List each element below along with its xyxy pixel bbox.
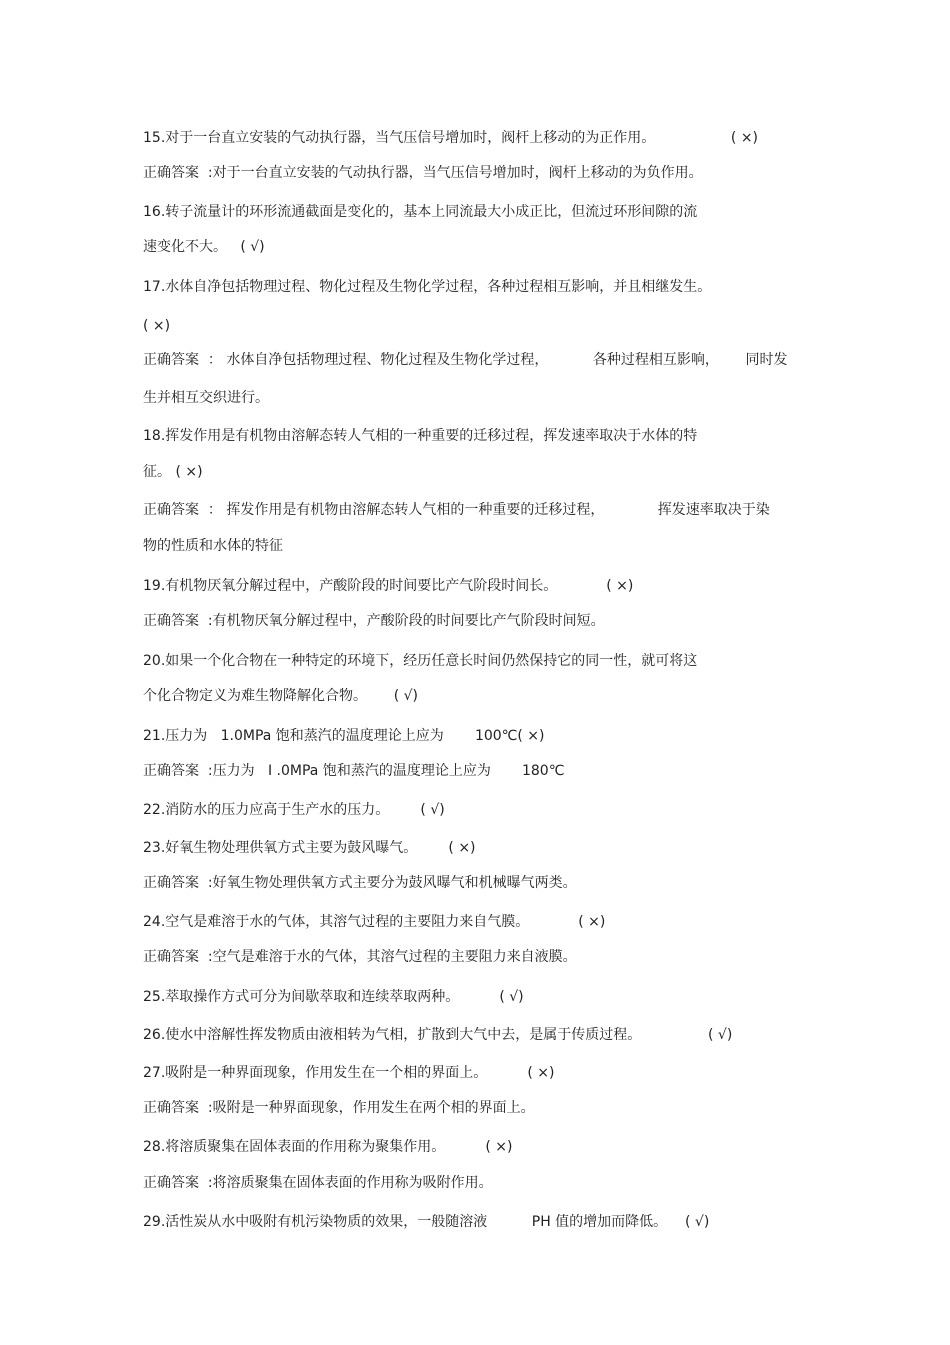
- text-line: 26.使水中溶解性挥发物质由液相转为气相，扩散到大气中去，是属于传质过程。 ( √): [143, 1027, 733, 1043]
- text-line: 24.空气是难溶于水的气体，其溶气过程的主要阻力来自气膜。 ( ×): [143, 914, 606, 930]
- text-line: 18.挥发作用是有机物由溶解态转人气相的一种重要的迁移过程，挥发速率取决于水体的特: [143, 428, 698, 444]
- text-line: 正确答案 :压力为 I .0MPa 饱和蒸汽的温度理论上应为 180℃: [143, 763, 565, 779]
- text-line: 正确答案 :好氧生物处理供氧方式主要分为鼓风曝气和机械曝气两类。: [143, 875, 577, 891]
- text-line: 19.有机物厌氧分解过程中，产酸阶段的时间要比产气阶段时间长。 ( ×): [143, 578, 634, 594]
- text-line: ( ×): [143, 318, 171, 334]
- text-line: 正确答案 :吸附是一种界面现象，作用发生在两个相的界面上。: [143, 1100, 535, 1116]
- text-line: 正确答案 :将溶质聚集在固体表面的作用称为吸附作用。: [143, 1175, 493, 1191]
- text-line: 征。 ( ×): [143, 464, 203, 480]
- text-line: 正确答案 :有机物厌氧分解过程中，产酸阶段的时间要比产气阶段时间短。: [143, 613, 605, 629]
- text-line: 25.萃取操作方式可分为间歇萃取和连续萃取两种。 ( √): [143, 989, 524, 1005]
- text-line: 27.吸附是一种界面现象，作用发生在一个相的界面上。 ( ×): [143, 1065, 555, 1081]
- text-line: 正确答案 ： 挥发作用是有机物由溶解态转人气相的一种重要的迁移过程， 挥发速率取决于染: [143, 502, 770, 518]
- text-line: 正确答案 :对于一台直立安装的气动执行器，当气压信号增加时，阀杆上移动的为负作用。: [143, 165, 703, 181]
- text-line: 正确答案 :空气是难溶于水的气体，其溶气过程的主要阻力来自液膜。: [143, 949, 577, 965]
- text-line: 15.对于一台直立安装的气动执行器，当气压信号增加时，阀杆上移动的为正作用。 ( ×): [143, 130, 759, 146]
- text-line: 23.好氧生物处理供氧方式主要为鼓风曝气。 ( ×): [143, 840, 476, 856]
- text-line: 生并相互交织进行。: [143, 390, 269, 406]
- text-line: 个化合物定义为难生物降解化合物。 ( √): [143, 688, 418, 704]
- text-line: 28.将溶质聚集在固体表面的作用称为聚集作用。 ( ×): [143, 1139, 513, 1155]
- text-line: 20.如果一个化合物在一种特定的环境下，经历任意长时间仍然保持它的同一性，就可将这: [143, 653, 698, 669]
- text-line: 物的性质和水体的特征: [143, 538, 283, 554]
- text-line: 21.压力为 1.0MPa 饱和蒸汽的温度理论上应为 100℃( ×): [143, 728, 545, 744]
- text-line: 正确答案 ： 水体自净包括物理过程、物化过程及生物化学过程， 各种过程相互影响， 同时发: [143, 352, 788, 368]
- text-line: 17.水体自净包括物理过程、物化过程及生物化学过程，各种过程相互影响，并且相继发生。: [143, 279, 712, 295]
- text-line: 速变化不大。 ( √): [143, 239, 265, 255]
- text-line: 22.消防水的压力应高于生产水的压力。 ( √): [143, 802, 445, 818]
- text-line: 16.转子流量计的环形流通截面是变化的，基本上同流最大小成正比，但流过环形间隙的流: [143, 204, 698, 220]
- text-line: 29.活性炭从水中吸附有机污染物质的效果，一般随溶液 PH 值的增加而降低。 ( √): [143, 1214, 710, 1230]
